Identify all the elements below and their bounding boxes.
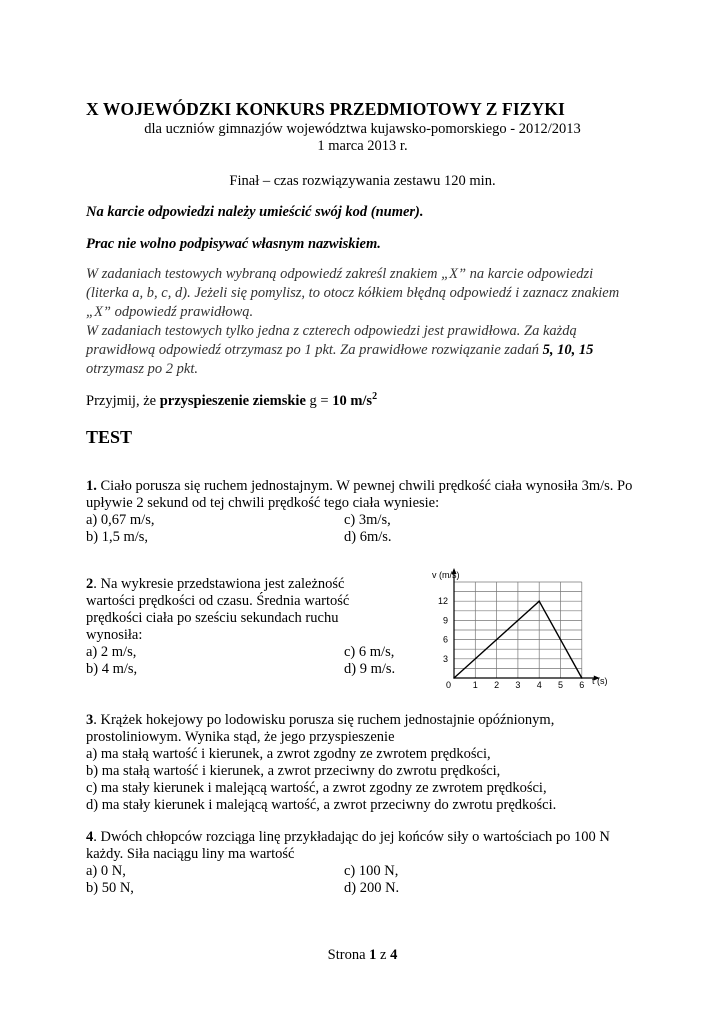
y-tick-label: 9: [443, 615, 449, 626]
x-tick-label: 3: [515, 680, 521, 690]
gravity-text: Przyjmij, że: [86, 392, 160, 409]
question-3-line2: prostoliniowym. Wynika stąd, że jego przyspieszenie: [86, 729, 395, 745]
marking-instruction-line1: W zadaniach testowych wybraną odpowiedź zakreśl znakiem „X” na karcie odpowiedzi: [86, 266, 594, 282]
final-time-info: Finał – czas rozwiązywania zestawu 120 min.: [229, 173, 496, 189]
x-tick-label: 1: [472, 680, 478, 690]
page-footer: [0, 947, 725, 964]
marking-instruction-line3: „X” odpowiedź prawidłową.: [86, 304, 254, 320]
footer-prefix: Strona: [327, 947, 370, 963]
contest-title: X WOJEWÓDZKI KONKURS PRZEDMIOTOWY Z FIZYKI: [86, 99, 565, 119]
x-tick-label: 5: [558, 680, 564, 690]
question-2-answer-d[interactable]: d) 9 m/s.: [344, 661, 396, 677]
x-tick-label: 6: [579, 680, 585, 690]
question-4-answer-d[interactable]: d) 200 N.: [344, 880, 400, 896]
chart-axes: [452, 568, 600, 681]
question-1-answer-d[interactable]: d) 6m/s.: [344, 529, 392, 545]
data-point: [453, 677, 455, 679]
x-tick-label: 0: [446, 680, 452, 690]
y-tick-label: 3: [443, 653, 449, 664]
test-heading: TEST: [86, 427, 133, 447]
gravity-value: 10 m/s: [332, 392, 373, 409]
question-4-answer-c[interactable]: c) 100 N,: [344, 863, 399, 879]
question-3-line1: [86, 712, 639, 730]
scoring-text: prawidłową odpowiedź otrzymasz po 1 pkt. Za prawidłowe rozwiązanie zadań: [86, 342, 543, 358]
scoring-instruction-line1: W zadaniach testowych tylko jedna z czterech odpowiedzi jest prawidłowa. Za każdą: [86, 323, 577, 339]
scoring-instruction-line2: [86, 342, 593, 359]
y-tick-label: 12: [438, 596, 449, 607]
question-2-line2: wartości prędkości od czasu. Średnia wartość: [86, 593, 350, 609]
data-point: [538, 600, 540, 602]
question-3-answer-c[interactable]: c) ma stały kierunek i malejącą wartość, a zwrot zgodny ze zwrotem prędkości,: [86, 780, 547, 796]
x-tick-label: 2: [494, 680, 500, 690]
question-1-line1: [86, 478, 632, 496]
question-3-text: . Krążek hokejowy po lodowisku porusza się ruchem jednostajnie opóźnionym,: [93, 712, 555, 728]
question-2-answer-a[interactable]: a) 2 m/s,: [86, 644, 137, 660]
chart-grid: [454, 582, 582, 678]
question-2-answer-c[interactable]: c) 6 m/s,: [344, 644, 395, 660]
question-1-answer-c[interactable]: c) 3m/s,: [344, 512, 391, 528]
footer-page-number: 1: [369, 947, 377, 963]
question-4-line2: każdy. Siła naciągu liny ma wartość: [86, 846, 295, 862]
question-1-text: Ciało porusza się ruchem jednostajnym. W pewnej chwili prędkość ciała wynosiła 3m/s. Po: [96, 478, 633, 494]
question-1-answer-b[interactable]: b) 1,5 m/s,: [86, 529, 149, 545]
question-4-answer-a[interactable]: a) 0 N,: [86, 863, 126, 879]
question-2-line1: [86, 576, 344, 594]
scoring-instruction-line3: otrzymasz po 2 pkt.: [86, 361, 198, 377]
code-instruction: Na karcie odpowiedzi należy umieścić swój kod (numer).: [86, 204, 424, 220]
question-1-number: 1.: [86, 478, 97, 494]
question-3-answer-d[interactable]: d) ma stały kierunek i malejącą wartość, a zwrot przeciwny do zwrotu prędkości.: [86, 797, 557, 813]
marking-instruction-line2: (literka a, b, c, d). Jeżeli się pomylisz, to otocz kółkiem błędną odpowiedź i zaznacz znakiem: [86, 285, 620, 301]
question-4-text: . Dwóch chłopców rozciąga linę przykładając do jej końców siły o wartościach po 100 N: [93, 829, 610, 845]
question-2-line4: wynosiła:: [86, 627, 143, 643]
question-2-number: 2: [86, 576, 94, 592]
x-tick-label: 4: [536, 680, 542, 690]
question-2-line3: prędkości ciała po sześciu sekundach ruchu: [86, 610, 339, 626]
footer-total-pages: 4: [390, 947, 398, 963]
x-axis-label: t (s): [592, 676, 608, 686]
footer-middle: z: [376, 947, 391, 963]
question-4-answer-b[interactable]: b) 50 N,: [86, 880, 134, 896]
gravity-note: [86, 391, 377, 410]
question-1-answer-a[interactable]: a) 0,67 m/s,: [86, 512, 155, 528]
question-1-line2: upływie 2 sekund od tej chwili prędkość tego ciała wyniesie:: [86, 495, 440, 511]
velocity-time-chart: [420, 568, 620, 690]
question-4-number: 4: [86, 829, 94, 845]
name-instruction: Prac nie wolno podpisywać własnym nazwiskiem.: [86, 236, 381, 252]
question-2-answer-b[interactable]: b) 4 m/s,: [86, 661, 138, 677]
question-3-answer-a[interactable]: a) ma stałą wartość i kierunek, a zwrot zgodny ze zwrotem prędkości,: [86, 746, 491, 762]
gravity-term: przyspieszenie ziemskie: [159, 392, 306, 409]
gravity-symbol: g =: [305, 392, 333, 409]
y-axis-label: v (m/s): [432, 570, 460, 580]
data-point: [581, 677, 583, 679]
scoring-tasks: 5, 10, 15: [542, 342, 594, 358]
question-4-line1: [86, 829, 610, 847]
question-3-answer-b[interactable]: b) ma stałą wartość i kierunek, a zwrot przeciwny do zwrotu prędkości,: [86, 763, 501, 779]
gravity-exponent: 2: [372, 391, 378, 402]
y-tick-label: 6: [443, 634, 449, 645]
contest-subtitle: dla uczniów gimnazjów województwa kujawsko-pomorskiego - 2012/2013: [144, 121, 581, 137]
contest-date: 1 marca 2013 r.: [317, 138, 408, 154]
question-2-text: . Na wykresie przedstawiona jest zależność: [93, 576, 345, 592]
question-3-number: 3: [86, 712, 94, 728]
